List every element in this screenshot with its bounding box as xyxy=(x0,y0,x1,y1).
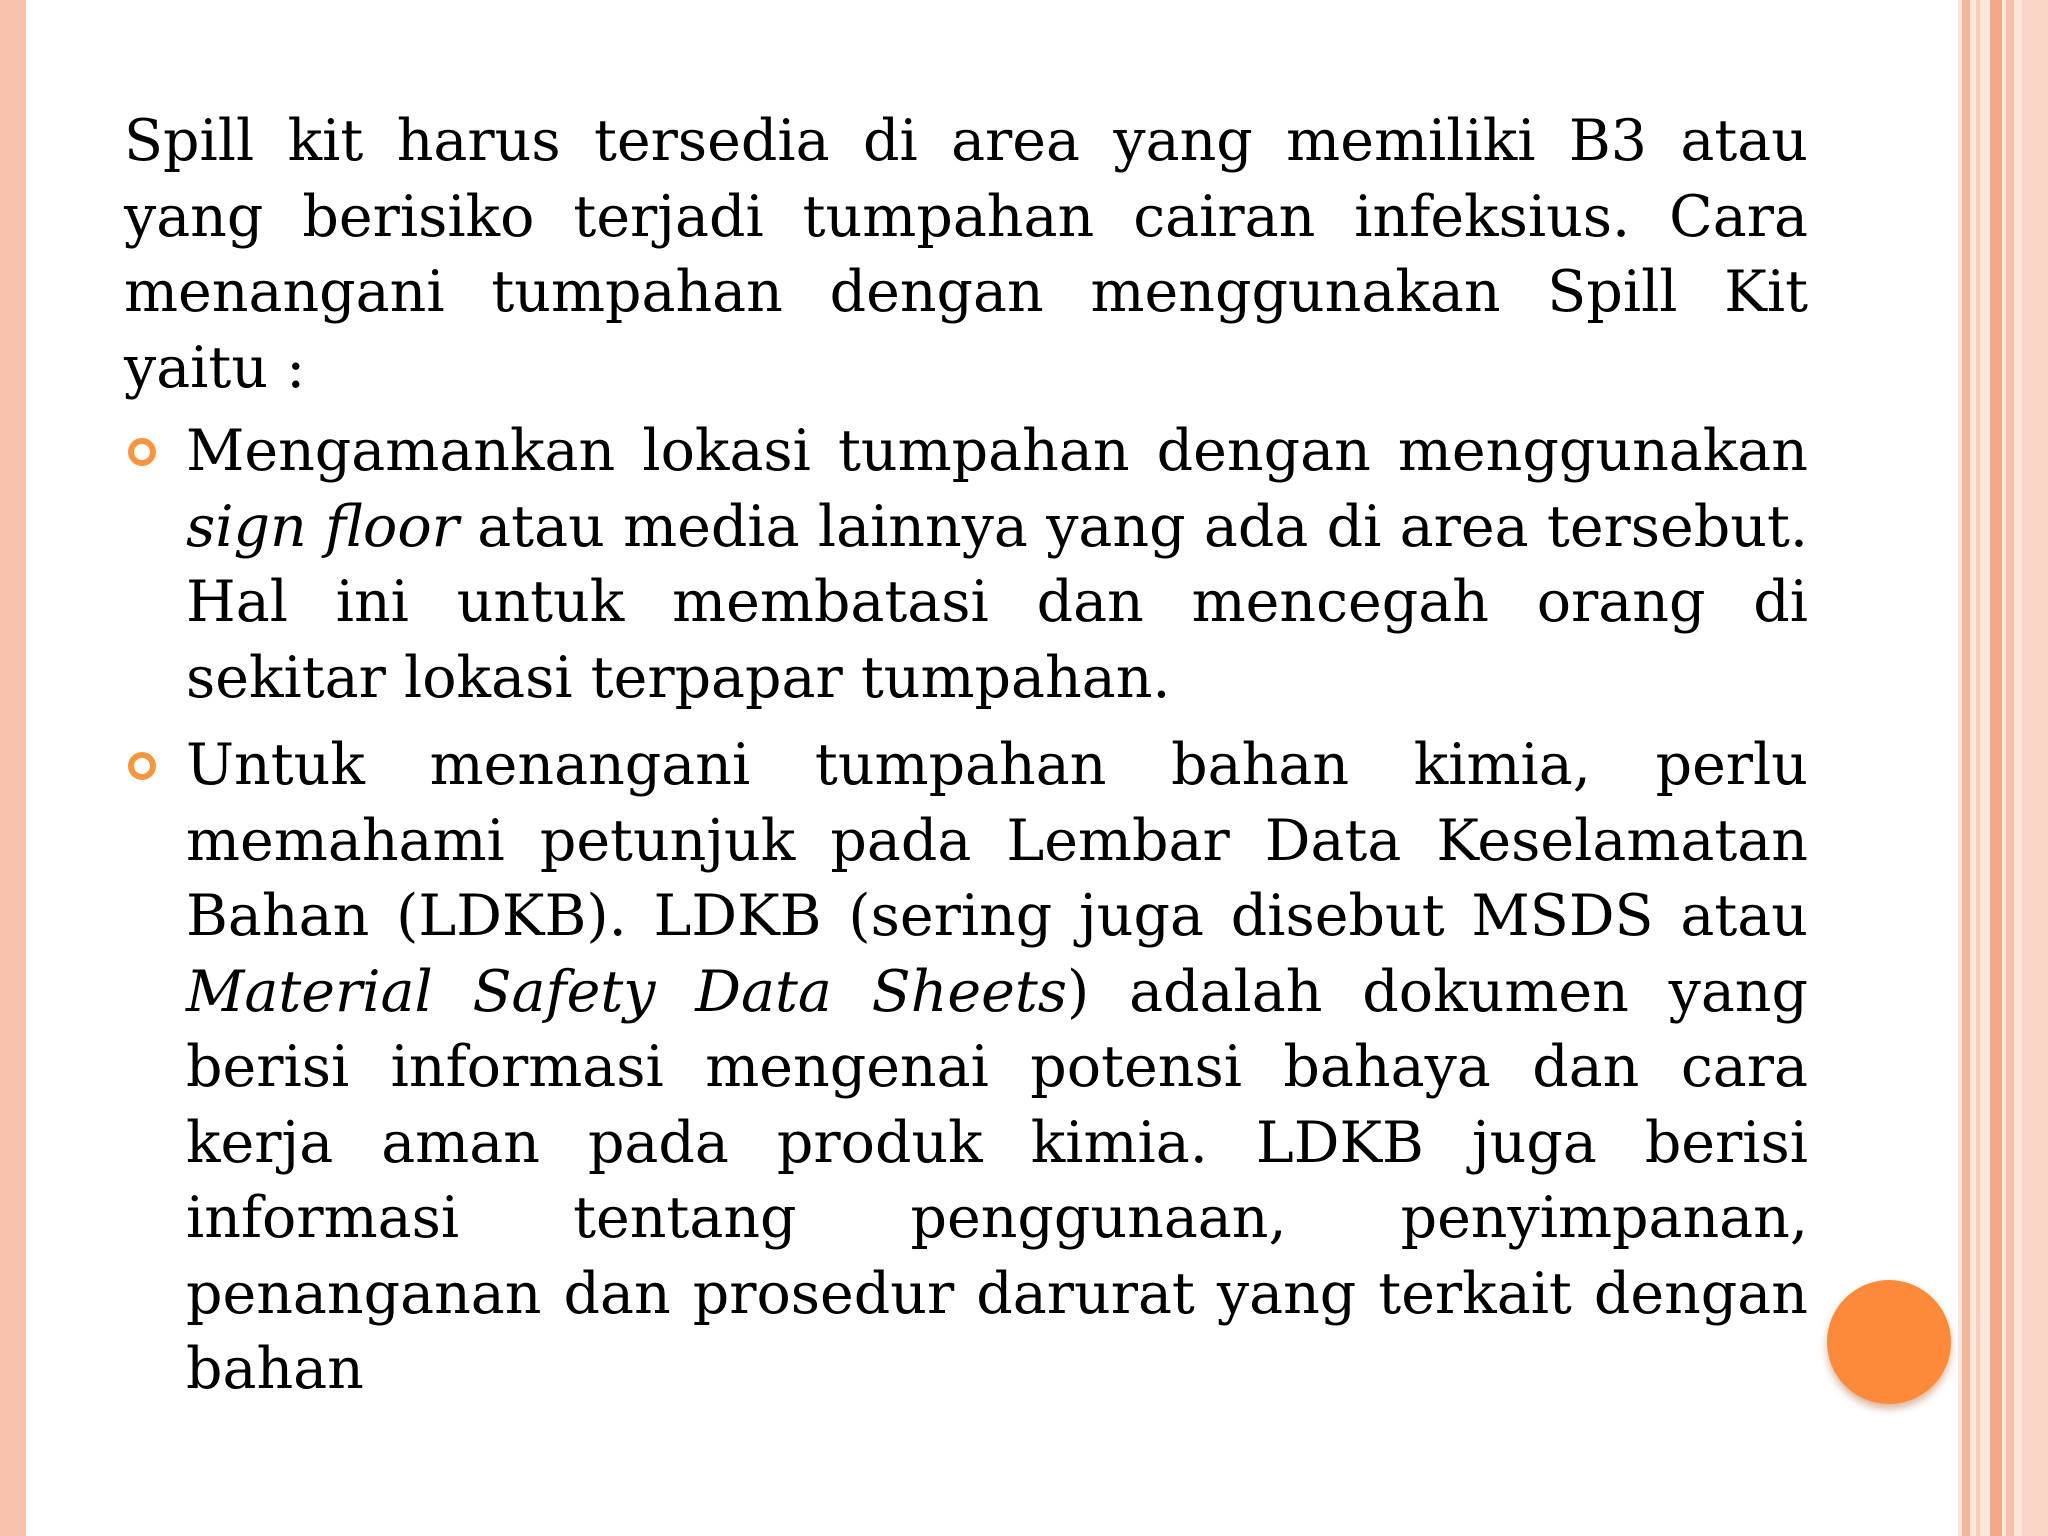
bullet-text: ) adalah dokumen yang berisi informasi mengenai potensi bahaya dan cara kerja aman pada produk kimia. LDKB juga berisi informasi tentang penggunaan, penyimpanan, penanganan dan prosedur darurat yang terkait dengan bahan xyxy=(186,958,1809,1402)
bullet-text: Mengamankan lokasi tumpahan dengan menggunakan xyxy=(186,418,1808,484)
right-decorative-stripe xyxy=(2022,0,2048,1536)
right-decorative-stripe xyxy=(2006,0,2014,1536)
bullet-item-secure-location xyxy=(124,414,1808,716)
bullet-item-chemical-spill xyxy=(124,728,1808,1408)
right-decorative-stripe xyxy=(1990,0,2002,1536)
left-decorative-bar xyxy=(0,0,26,1536)
right-decorative-stripe xyxy=(1976,0,1980,1536)
intro-paragraph: Spill kit harus tersedia di area yang memiliki B3 atau yang berisiko terjadi tumpahan cairan infeksius. Cara menangani tumpahan dengan menggunakan Spill Kit yaitu : xyxy=(124,108,1808,401)
slide-body xyxy=(124,104,1808,1420)
hollow-circle-bullet-icon xyxy=(128,438,156,466)
right-decorative-stripe xyxy=(1962,0,1970,1536)
hollow-circle-bullet-icon xyxy=(128,752,156,780)
bullet-italic-term: sign floor xyxy=(186,493,459,560)
bullet-text: atau media lainnya yang ada di area tersebut. Hal ini untuk membatasi dan mencegah orang di sekitar lokasi terpapar tumpahan. xyxy=(186,493,1809,711)
bullet-list xyxy=(124,414,1808,1408)
bullet-italic-term: Material Safety Data Sheets xyxy=(186,958,1068,1025)
bullet-text: Untuk menangani tumpahan bahan kimia, perlu memahami petunjuk pada Lembar Data Keselamatan Bahan (LDKB). LDKB (sering juga disebut MSDS atau xyxy=(186,732,1808,949)
orange-circle-decoration xyxy=(1827,1280,1951,1404)
